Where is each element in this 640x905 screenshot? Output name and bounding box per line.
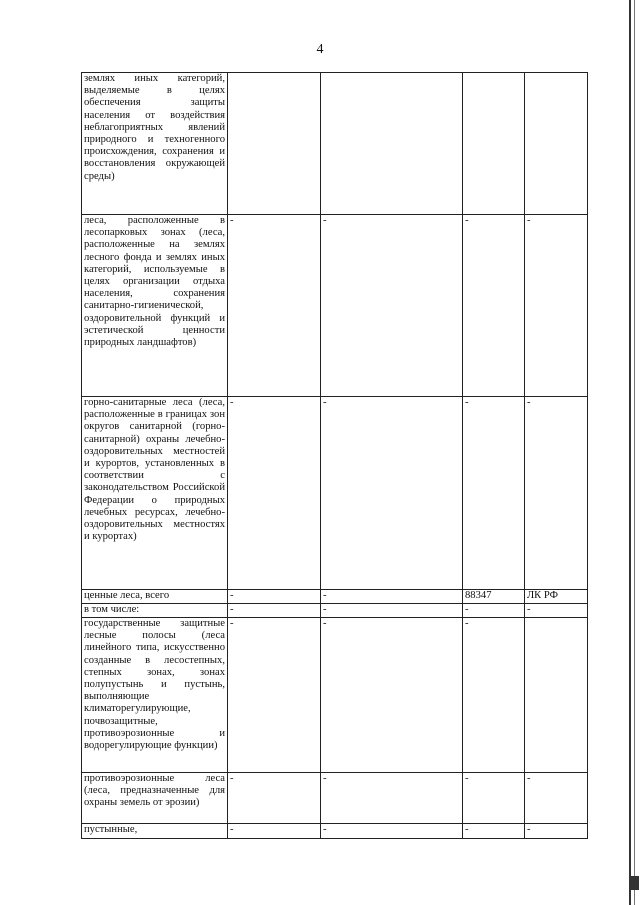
row-name-cell: горно-санитарные леса (леса, расположенные в границах зон округов санитарной (горно-санитарной) охраны лечебно-оздоровительных местностей и курортов, установленных в соответствии с законодательством Российской Федерации о природных лечебных ресурсах, лечебно-оздоровительных местностях и курортах): [82, 397, 228, 590]
row-name-cell: ценные леса, всего: [82, 590, 228, 604]
row-value-cell: -: [321, 824, 463, 839]
row-value-cell: -: [463, 773, 525, 824]
row-value-cell: [228, 73, 321, 215]
row-value-cell: -: [463, 824, 525, 839]
forest-category-table: [81, 72, 588, 839]
row-value-cell: -: [321, 604, 463, 618]
row-name-cell: леса, расположенные в лесопарковых зонах (леса, расположенные на землях лесного фонда и землях иных категорий, используемые в целях организации отдыха населения, сохранения санитарно-гигиенической, оздоровительной функций и эстетической ценности природных ландшафтов): [82, 215, 228, 397]
row-value-cell: -: [321, 215, 463, 397]
table-row: [82, 604, 588, 618]
row-value-cell: -: [228, 618, 321, 773]
row-name-cell: землях иных категорий, выделяемые в целях обеспечения защиты населения от воздействия неблагоприятных явлений природного и техногенного происхождения, сохранения и восстановления окружающей среды): [82, 73, 228, 215]
row-name-cell: в том числе:: [82, 604, 228, 618]
table-row: [82, 73, 588, 215]
row-name-cell: государственные защитные лесные полосы (леса линейного типа, искусственно созданные в лесостепных, степных зонах, зонах полупустынь и пустынь, выполняющие климаторегулирующие, почвозащитные, противоэрозионные и водорегулирующие функции): [82, 618, 228, 773]
page-number: 4: [316, 42, 324, 57]
row-value-cell: -: [525, 773, 588, 824]
row-value-cell: -: [525, 604, 588, 618]
row-value-cell: -: [463, 215, 525, 397]
scan-edge-line: [629, 0, 631, 905]
scan-edge-line: [634, 0, 635, 905]
table-row: [82, 618, 588, 773]
row-value-cell: -: [463, 618, 525, 773]
table-row: [82, 215, 588, 397]
row-value-cell: -: [525, 215, 588, 397]
row-name-cell: противоэрозионные леса (леса, предназначенные для охраны земель от эрозии): [82, 773, 228, 824]
table-row: [82, 397, 588, 590]
row-value-cell: -: [321, 590, 463, 604]
row-value-cell: -: [321, 618, 463, 773]
scan-edge-mark: [630, 876, 639, 890]
row-value-cell: -: [321, 397, 463, 590]
row-value-cell: [525, 73, 588, 215]
row-value-cell: 88347: [463, 590, 525, 604]
row-value-cell: -: [463, 604, 525, 618]
table-row: [82, 590, 588, 604]
row-value-cell: -: [228, 773, 321, 824]
row-name-cell: пустынные,: [82, 824, 228, 839]
row-value-cell: -: [228, 604, 321, 618]
row-value-cell: -: [228, 824, 321, 839]
row-value-cell: -: [321, 773, 463, 824]
table-row: [82, 773, 588, 824]
row-value-cell: -: [228, 590, 321, 604]
row-value-cell: -: [228, 215, 321, 397]
row-value-cell: -: [463, 397, 525, 590]
row-value-cell: ЛК РФ: [525, 590, 588, 604]
table-row: [82, 824, 588, 839]
row-value-cell: [463, 73, 525, 215]
row-value-cell: -: [525, 397, 588, 590]
row-value-cell: -: [525, 824, 588, 839]
row-value-cell: [321, 73, 463, 215]
row-value-cell: [525, 618, 588, 773]
row-value-cell: -: [228, 397, 321, 590]
